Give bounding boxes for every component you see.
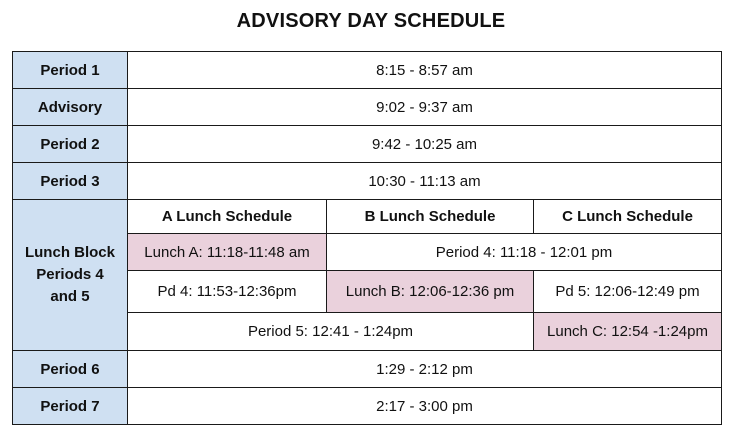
period-7-label: Period 7 — [13, 388, 128, 425]
table-row — [13, 200, 722, 234]
a-lunch-header: A Lunch Schedule — [128, 200, 327, 234]
period-7-time: 2:17 - 3:00 pm — [128, 388, 722, 425]
lunch-block-label-line: and 5 — [50, 288, 90, 305]
period-1-label: Period 1 — [13, 52, 128, 89]
period-2-time: 9:42 - 10:25 am — [128, 126, 722, 163]
lunch-block-label — [13, 200, 128, 351]
pd-4-cell: Pd 4: 11:53-12:36pm — [128, 271, 327, 313]
lunch-a-cell: Lunch A: 11:18-11:48 am — [128, 234, 327, 271]
b-lunch-header: B Lunch Schedule — [327, 200, 534, 234]
page-title: ADVISORY DAY SCHEDULE — [236, 10, 506, 32]
lunch-b-cell: Lunch B: 12:06-12:36 pm — [327, 271, 534, 313]
period-2-label: Period 2 — [13, 126, 128, 163]
period-3-label: Period 3 — [13, 163, 128, 200]
c-lunch-header: C Lunch Schedule — [534, 200, 722, 234]
period-6-time: 1:29 - 2:12 pm — [128, 351, 722, 388]
period-3-time: 10:30 - 11:13 am — [128, 163, 722, 200]
table-row — [13, 351, 722, 388]
table-row — [13, 89, 722, 126]
period-4-cell: Period 4: 11:18 - 12:01 pm — [327, 234, 722, 271]
table-row — [13, 126, 722, 163]
table-row — [13, 163, 722, 200]
lunch-block-label-line: Lunch Block — [24, 244, 115, 261]
lunch-block-label-line: Periods 4 — [36, 266, 104, 283]
advisory-label: Advisory — [13, 89, 128, 126]
lunch-c-cell: Lunch C: 12:54 -1:24pm — [534, 313, 722, 351]
period-1-time: 8:15 - 8:57 am — [128, 52, 722, 89]
table-row — [13, 52, 722, 89]
period-6-label: Period 6 — [13, 351, 128, 388]
table-row — [13, 388, 722, 425]
schedule-table — [12, 51, 722, 425]
period-5-cell: Period 5: 12:41 - 1:24pm — [128, 313, 534, 351]
pd-5-cell: Pd 5: 12:06-12:49 pm — [534, 271, 722, 313]
advisory-time: 9:02 - 9:37 am — [128, 89, 722, 126]
